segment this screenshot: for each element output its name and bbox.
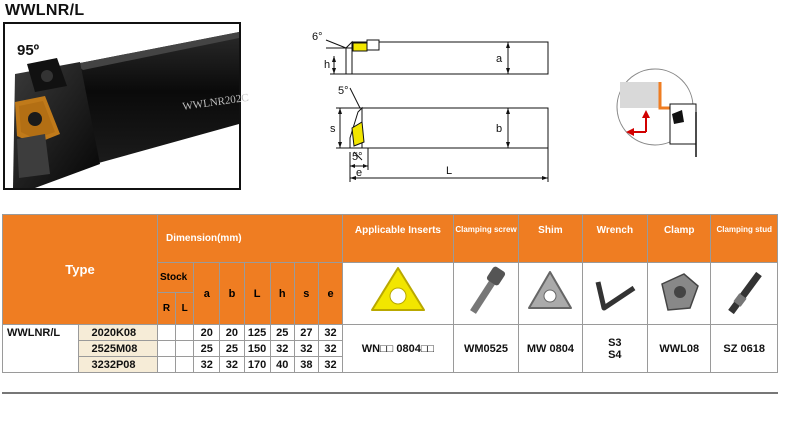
angle-top-label: 6° [312, 31, 323, 43]
angle-mid-label: 5° [338, 85, 349, 97]
header-col-e: e [318, 263, 342, 325]
shim-icon [525, 264, 575, 320]
dim-a-label: a [496, 53, 503, 65]
cell-b: 32 [220, 357, 244, 373]
header-shim: Shim [519, 215, 582, 263]
cell-L: 150 [244, 341, 270, 357]
cell-e: 32 [318, 357, 342, 373]
stock-r-cell [157, 341, 175, 357]
stock-r-cell [157, 357, 175, 373]
insert-image-cell [343, 263, 454, 325]
dim-b-label: b [496, 123, 503, 135]
cell-b: 20 [220, 325, 244, 341]
tool-holder-photo [3, 22, 250, 190]
angle-bot-label: 5° [352, 151, 363, 163]
screw-code: WM0525 [453, 325, 518, 373]
type-name: WWLNR/L [3, 325, 79, 373]
shim-image-cell [519, 263, 582, 325]
cell-s: 38 [294, 357, 318, 373]
dimension-drawing [300, 20, 562, 190]
engraving-text: WWLNR202C [181, 91, 250, 113]
spec-table [2, 214, 778, 373]
header-col-a: a [194, 263, 220, 325]
dim-e-label: e [356, 167, 363, 179]
header-col-b: b [220, 263, 244, 325]
wrench-codes [582, 325, 647, 373]
cell-h: 32 [270, 341, 294, 357]
stock-l-cell [176, 357, 194, 373]
stock-r-cell [157, 325, 175, 341]
header-stock: Stock [157, 263, 193, 293]
insert-code: WN□□ 0804□□ [343, 325, 454, 373]
cell-L: 125 [244, 325, 270, 341]
approach-angle-label: 95º [17, 42, 40, 59]
header-type: Type [3, 215, 158, 325]
clamp-image-cell [648, 263, 711, 325]
tool-holder-illustration [5, 24, 250, 188]
header-stock-l: L [176, 292, 194, 324]
cell-L: 170 [244, 357, 270, 373]
dim-L-label: L [446, 165, 453, 177]
cell-e: 32 [318, 325, 342, 341]
clamp-code: WWL08 [648, 325, 711, 373]
machining-direction-diagram [610, 62, 708, 162]
header-wrench: Wrench [582, 215, 647, 263]
cell-e: 32 [318, 341, 342, 357]
wrench-image-cell [582, 263, 647, 325]
header-clamp: Clamp [648, 215, 711, 263]
cell-h: 25 [270, 325, 294, 341]
cell-a: 20 [194, 325, 220, 341]
header-col-L: L [244, 263, 270, 325]
stud-icon [719, 264, 769, 320]
header-applicable-inserts: Applicable Inserts [343, 215, 454, 263]
header-clamping-stud: Clamping stud [711, 215, 778, 263]
page-title: WWLNR/L [5, 2, 85, 19]
dim-s-label: s [330, 123, 336, 135]
wrench-code-1: S3 [608, 336, 622, 349]
cell-h: 40 [270, 357, 294, 373]
row-code: 2020K08 [79, 325, 158, 341]
screw-icon [461, 264, 511, 320]
screw-image-cell [453, 263, 518, 325]
clamp-icon [654, 264, 704, 320]
cell-s: 27 [294, 325, 318, 341]
shim-code: MW 0804 [519, 325, 582, 373]
row-code: 2525M08 [79, 341, 158, 357]
header-clamping-screw: Clamping screw [453, 215, 518, 263]
header-col-s: s [294, 263, 318, 325]
insert-icon [368, 264, 428, 320]
header-dimension: Dimension(mm) [157, 215, 342, 263]
header-col-h: h [270, 263, 294, 325]
table-row [3, 325, 778, 341]
header-stock-r: R [157, 292, 175, 324]
stock-l-cell [176, 325, 194, 341]
stud-image-cell [711, 263, 778, 325]
dim-h-label: h [324, 59, 331, 71]
cell-b: 25 [220, 341, 244, 357]
wrench-icon [590, 264, 640, 320]
cell-s: 32 [294, 341, 318, 357]
cell-a: 32 [194, 357, 220, 373]
table-bottom-rule [2, 392, 778, 394]
stock-l-cell [176, 341, 194, 357]
row-code: 3232P08 [79, 357, 158, 373]
cell-a: 25 [194, 341, 220, 357]
wrench-code-2: S4 [608, 348, 622, 361]
stud-code: SZ 0618 [711, 325, 778, 373]
